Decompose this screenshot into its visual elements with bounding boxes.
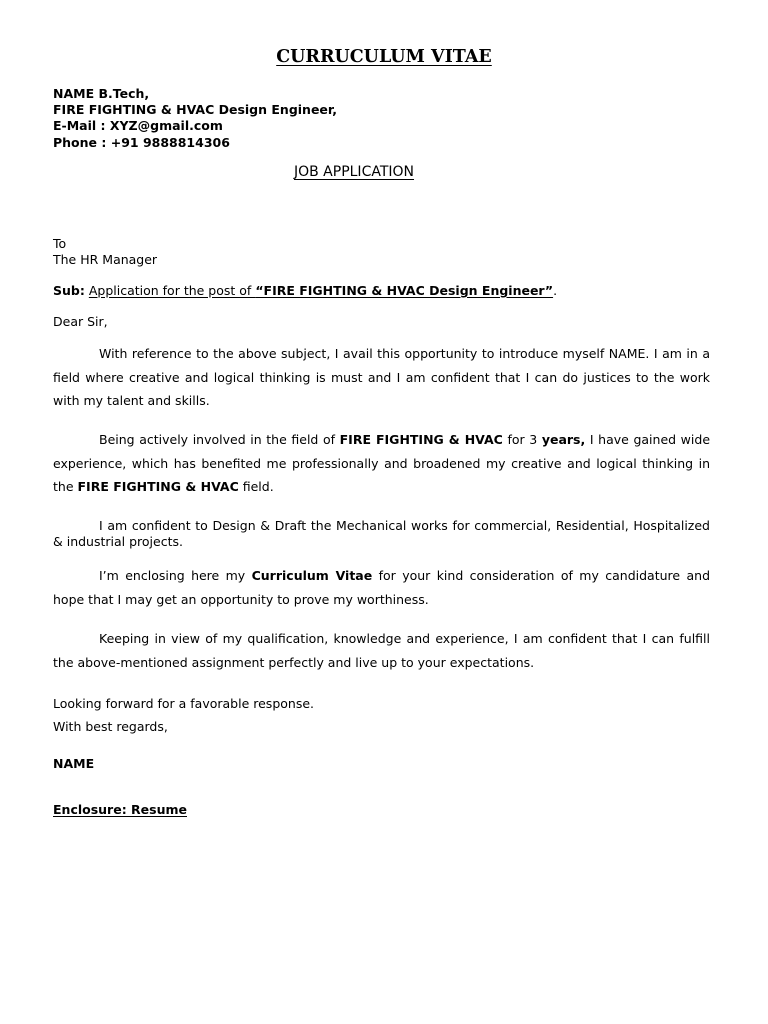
- recipient-block: [53, 236, 710, 268]
- paragraph-conclusion: Keeping in view of my qualification, knowledge and experience, I am confident that I can fulfill the above-mentioned assignment perfectly and live up to your expectations.: [53, 631, 710, 670]
- paragraph-experience-part4: field.: [238, 479, 274, 495]
- applicant-email: E-Mail : XYZ@gmail.com: [53, 118, 223, 134]
- paragraph-skills: I am confident to Design & Draft the Mechanical works for commercial, Residential, Hospitalized & industrial projects.: [53, 518, 710, 549]
- paragraph-experience-part1: Being actively involved in the field of: [99, 432, 340, 447]
- paragraph-experience-bold1: FIRE FIGHTING & HVAC: [339, 432, 503, 447]
- applicant-phone: Phone : +91 9888814306: [53, 134, 230, 150]
- paragraph-enclosing-part1: I’m enclosing here my: [99, 568, 252, 583]
- applicant-header: [53, 86, 337, 151]
- paragraph-experience-bold3: FIRE FIGHTING & HVAC: [77, 479, 239, 495]
- paragraph-experience: [53, 428, 710, 499]
- closing-line-2: With best regards,: [53, 719, 168, 734]
- subject-end: .: [553, 283, 558, 298]
- subject-prefix: Application for the post of: [88, 283, 256, 298]
- subject-post: “FIRE FIGHTING & HVAC Design Engineer”: [255, 283, 554, 298]
- enclosure-note: Enclosure: Resume: [53, 802, 187, 817]
- closing-block: [53, 692, 710, 738]
- closing-line-1: Looking forward for a favorable response.: [53, 696, 314, 711]
- subject-line: [53, 283, 710, 299]
- applicant-name: NAME B.Tech,: [53, 86, 150, 101]
- paragraph-introduction: With reference to the above subject, I avail this opportunity to introduce myself NAME. I am in a field where creative and logical thinking is must and I am confident that I can do justices to the work with my talent and skills.: [53, 346, 710, 409]
- paragraph-experience-part3: I have gained wide experience, which has benefited me professionally and broadened my creative and logical thinking in the: [53, 432, 711, 495]
- recipient-to: To: [53, 236, 67, 251]
- applicant-role: FIRE FIGHTING & HVAC Design Engineer,: [53, 102, 337, 118]
- subject-text: [89, 283, 553, 298]
- section-heading: JOB APPLICATION: [293, 164, 415, 180]
- paragraph-experience-bold2: years,: [541, 432, 586, 447]
- salutation: Dear Sir,: [53, 314, 108, 329]
- paragraph-experience-part2: for 3: [502, 432, 542, 447]
- subject-label: Sub:: [53, 283, 85, 298]
- paragraph-enclosing: [53, 564, 710, 611]
- paragraph-enclosing-part2: for your kind consideration of my candidature and hope that I may get an opportunity to prove my worthiness.: [53, 568, 711, 607]
- signature-name: NAME: [53, 756, 95, 771]
- paragraph-enclosing-bold: Curriculum Vitae: [251, 568, 373, 583]
- document-title: CURRUCULUM VITAE: [276, 47, 492, 67]
- recipient-manager: The HR Manager: [53, 252, 158, 267]
